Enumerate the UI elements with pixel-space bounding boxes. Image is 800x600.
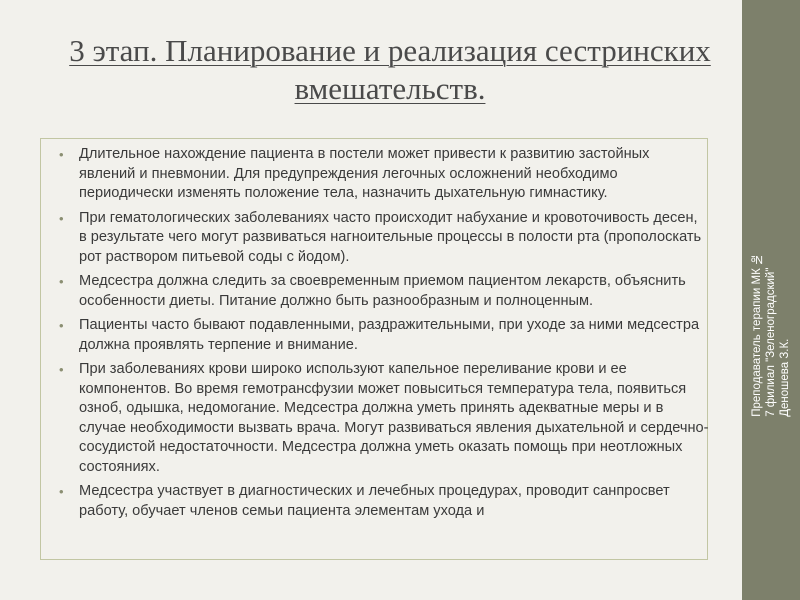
sidebar-text-wrapper	[742, 0, 800, 600]
bullet-text: Длительное нахождение пациента в постели может привести к развитию застойных явлений и пневмонии. Для предупреждения легочных осложнений необходимо периодически изменять положение тела, назначить дыхательную гимнастику.	[79, 146, 650, 201]
slide-title: 3 этап. Планирование и реализация сестринских вмешательств.	[69, 33, 711, 106]
bullet-text: При гематологических заболеваниях часто происходит набухание и кровоточивость десен, в результате чего могут развиваться нагноительные процессы в полости рта (прополоскать рот раствором питьевой соды с йодом).	[79, 209, 702, 265]
bullet-icon: •	[59, 484, 64, 499]
sidebar-author-text: Преподаватель терапии МК № 7 филиал "Зеленоградский" Деношева З.К.	[751, 253, 791, 417]
bullet-text: Пациенты часто бывают подавленными, раздражительными, при уходе за ними медсестра должна проявлять терпение и внимание.	[79, 317, 700, 353]
bullet-icon: •	[59, 274, 64, 289]
bullet-text: Медсестра должна следить за своевременным приемом пациентом лекарств, объяснить особенности диеты. Питание должно быть разнообразным и полноценным.	[79, 273, 686, 309]
bullet-item	[57, 360, 709, 477]
sidebar-panel	[742, 0, 800, 600]
bullet-item	[57, 272, 709, 311]
bullet-text: При заболеваниях крови широко используют капельное переливание крови и ее компонентов. Во время гемотрансфузии может повыситься температура тела, появиться озноб, одышка, недомогание. Медсестра должна уметь принять адекватные меры и в случае необходимости вызвать врача. Могут развиваться явления дыхательной и сердечно-сосудистой недостаточности. Медсестра должна уметь оказать помощь при неотложных состояниях.	[79, 361, 709, 475]
bullet-icon: •	[59, 318, 64, 333]
bullet-item	[57, 316, 709, 355]
bullet-list	[57, 145, 709, 526]
bullet-icon: •	[59, 362, 64, 377]
bullet-item	[57, 482, 709, 521]
bullet-icon: •	[59, 147, 64, 162]
bullet-item	[57, 209, 709, 268]
bullet-icon: •	[59, 210, 64, 226]
bullet-item	[57, 145, 709, 204]
bullet-text: Медсестра участвует в диагностических и лечебных процедурах, проводит санпросвет работу, обучает членов семьи пациента элементам ухода и	[79, 483, 670, 519]
